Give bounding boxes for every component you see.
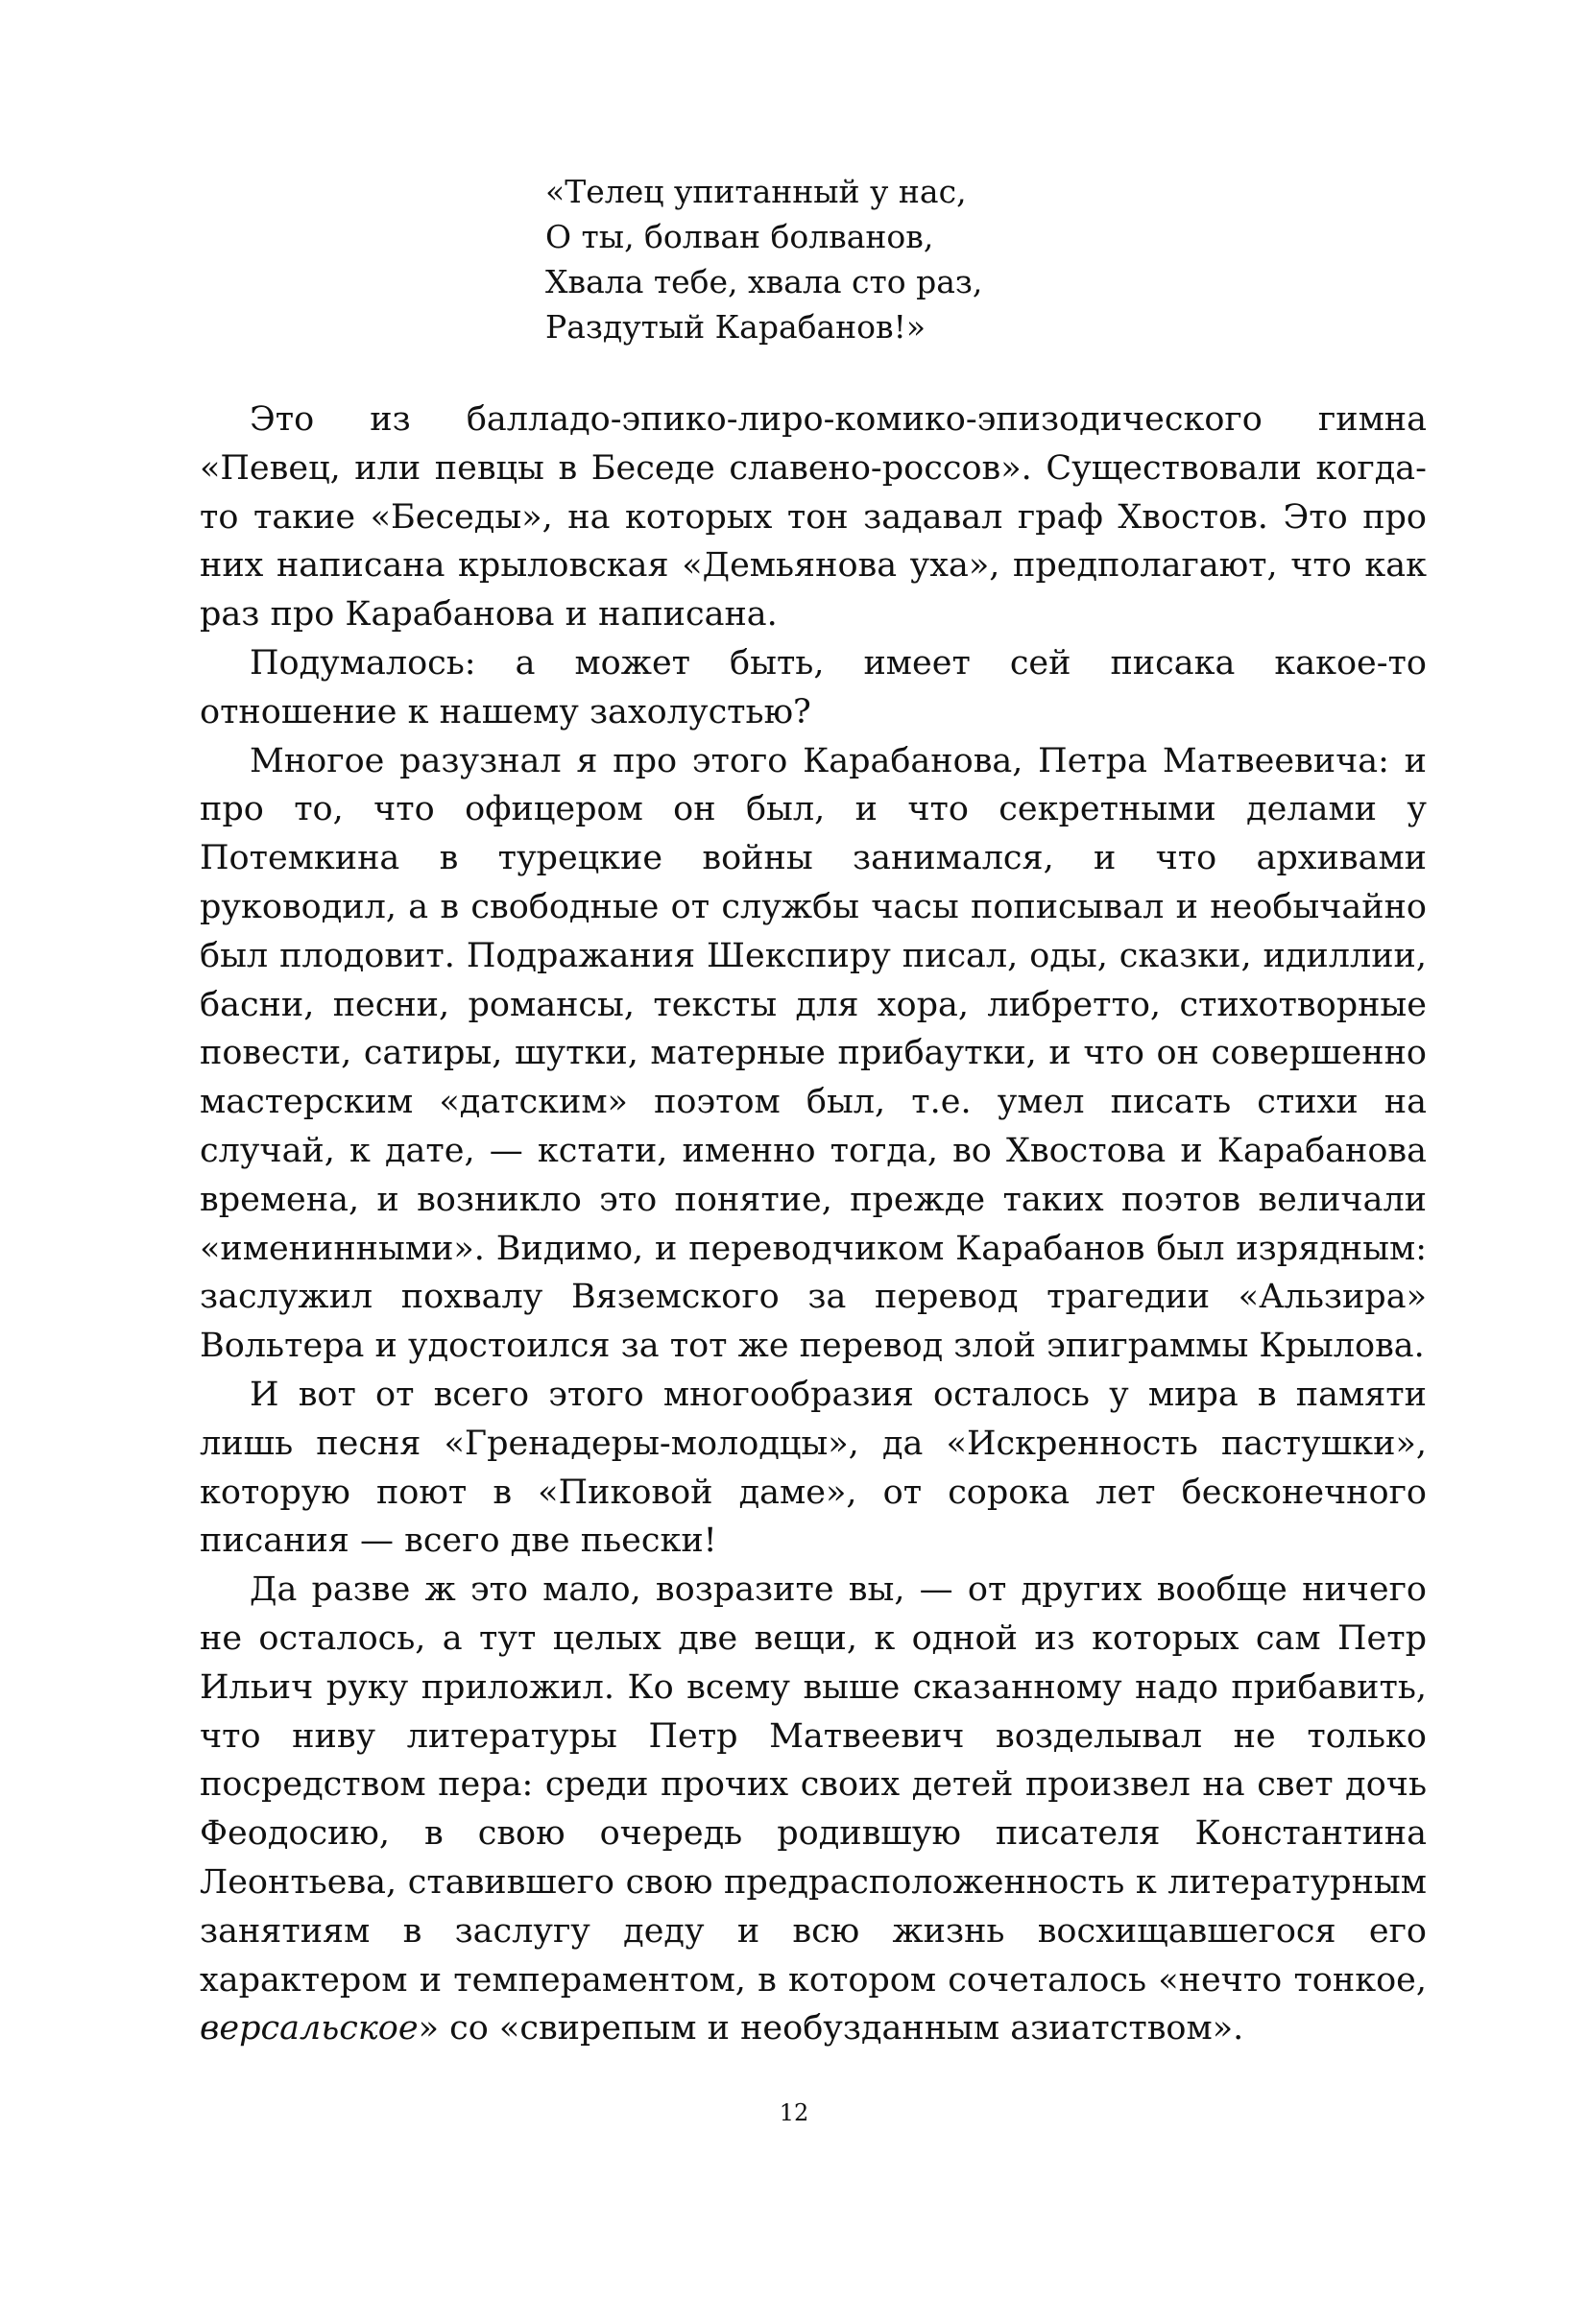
paragraph-text: Да разве ж это мало, возразите вы, — от других вообще ничего не осталось, а тут целых две вещи, к одной из которых сам Петр Ильич руку приложил. Ко всему выше сказанному надо прибавить, что ниву литературы Петр Матвеевич возделывал не только посредством пера: среди прочих своих детей произвел на свет дочь Феодосию, в свою очередь родившую писателя Константина Леонтьева, ставившего свою предрасположенность к литературным занятиям в заслугу деду и всю жизнь восхищавшегося его характером и темпераментом, в котором сочеталось «нечто тонкое, — [200, 1570, 1427, 2000]
paragraph: Подумалось: а может быть, имеет сей писака какое-то отношение к нашему захолустью? — [200, 643, 1427, 731]
paragraph: И вот от всего этого многообразия осталось у мира в памяти лишь песня «Гренадеры-молодцы», да «Искренность пастушки», которую поют в «Пиковой даме», от сорока лет бесконечного писания — всего две пьески! — [200, 1375, 1427, 1561]
paragraph-text: » со «свирепым и необузданным азиатством». — [418, 2009, 1244, 2048]
poem-line: Хвала тебе, хвала сто раз, — [545, 263, 983, 300]
paragraph-last — [200, 1566, 1427, 2053]
body-text — [200, 395, 1427, 2053]
poem-line: О ты, болван болванов, — [545, 218, 934, 255]
poem-line: «Телец упитанный у нас, — [545, 173, 967, 210]
paragraph: Это из балладо-эпико-лиро-комико-эпизодического гимна «Певец, или певцы в Беседе славено-россов». Существовали когда-то такие «Беседы», на которых тон задавал граф Хвостов. Это про них написана крыловская «Демьянова уха», предполагают, что как раз про Карабанова и написана. — [200, 400, 1427, 635]
page-number: 12 — [779, 2099, 809, 2126]
paragraph: Многое разузнал я про этого Карабанова, Петра Матвеевича: и про то, что офицером он был, и что секретными делами у Потемкина в турецкие войны занимался, и что архивами руководил, а в свободные от службы часы пописывал и необычайно был плодовит. Подражания Шекспиру писал, оды, сказки, идиллии, басни, песни, романсы, тексты для хора, либретто, стихотворные повести, сатиры, шутки, матерные прибаутки, и что он совершенно мастерским «датским» поэтом был, т.е. умел писать стихи на случай, к дате, — кстати, именно тогда, во Хвостова и Карабанова времена, и возникло это понятие, прежде таких поэтов величали «именинными». Видимо, и переводчиком Карабанов был изрядным: заслужил похвалу Вяземского за перевод трагедии «Альзира» Вольтера и удостоился за тот же перевод злой эпиграммы Крылова. — [200, 741, 1427, 1366]
poem-line: Раздутый Карабанов!» — [545, 308, 926, 346]
italic-word: версальское — [200, 2009, 419, 2048]
epigraph-poem — [545, 169, 982, 349]
